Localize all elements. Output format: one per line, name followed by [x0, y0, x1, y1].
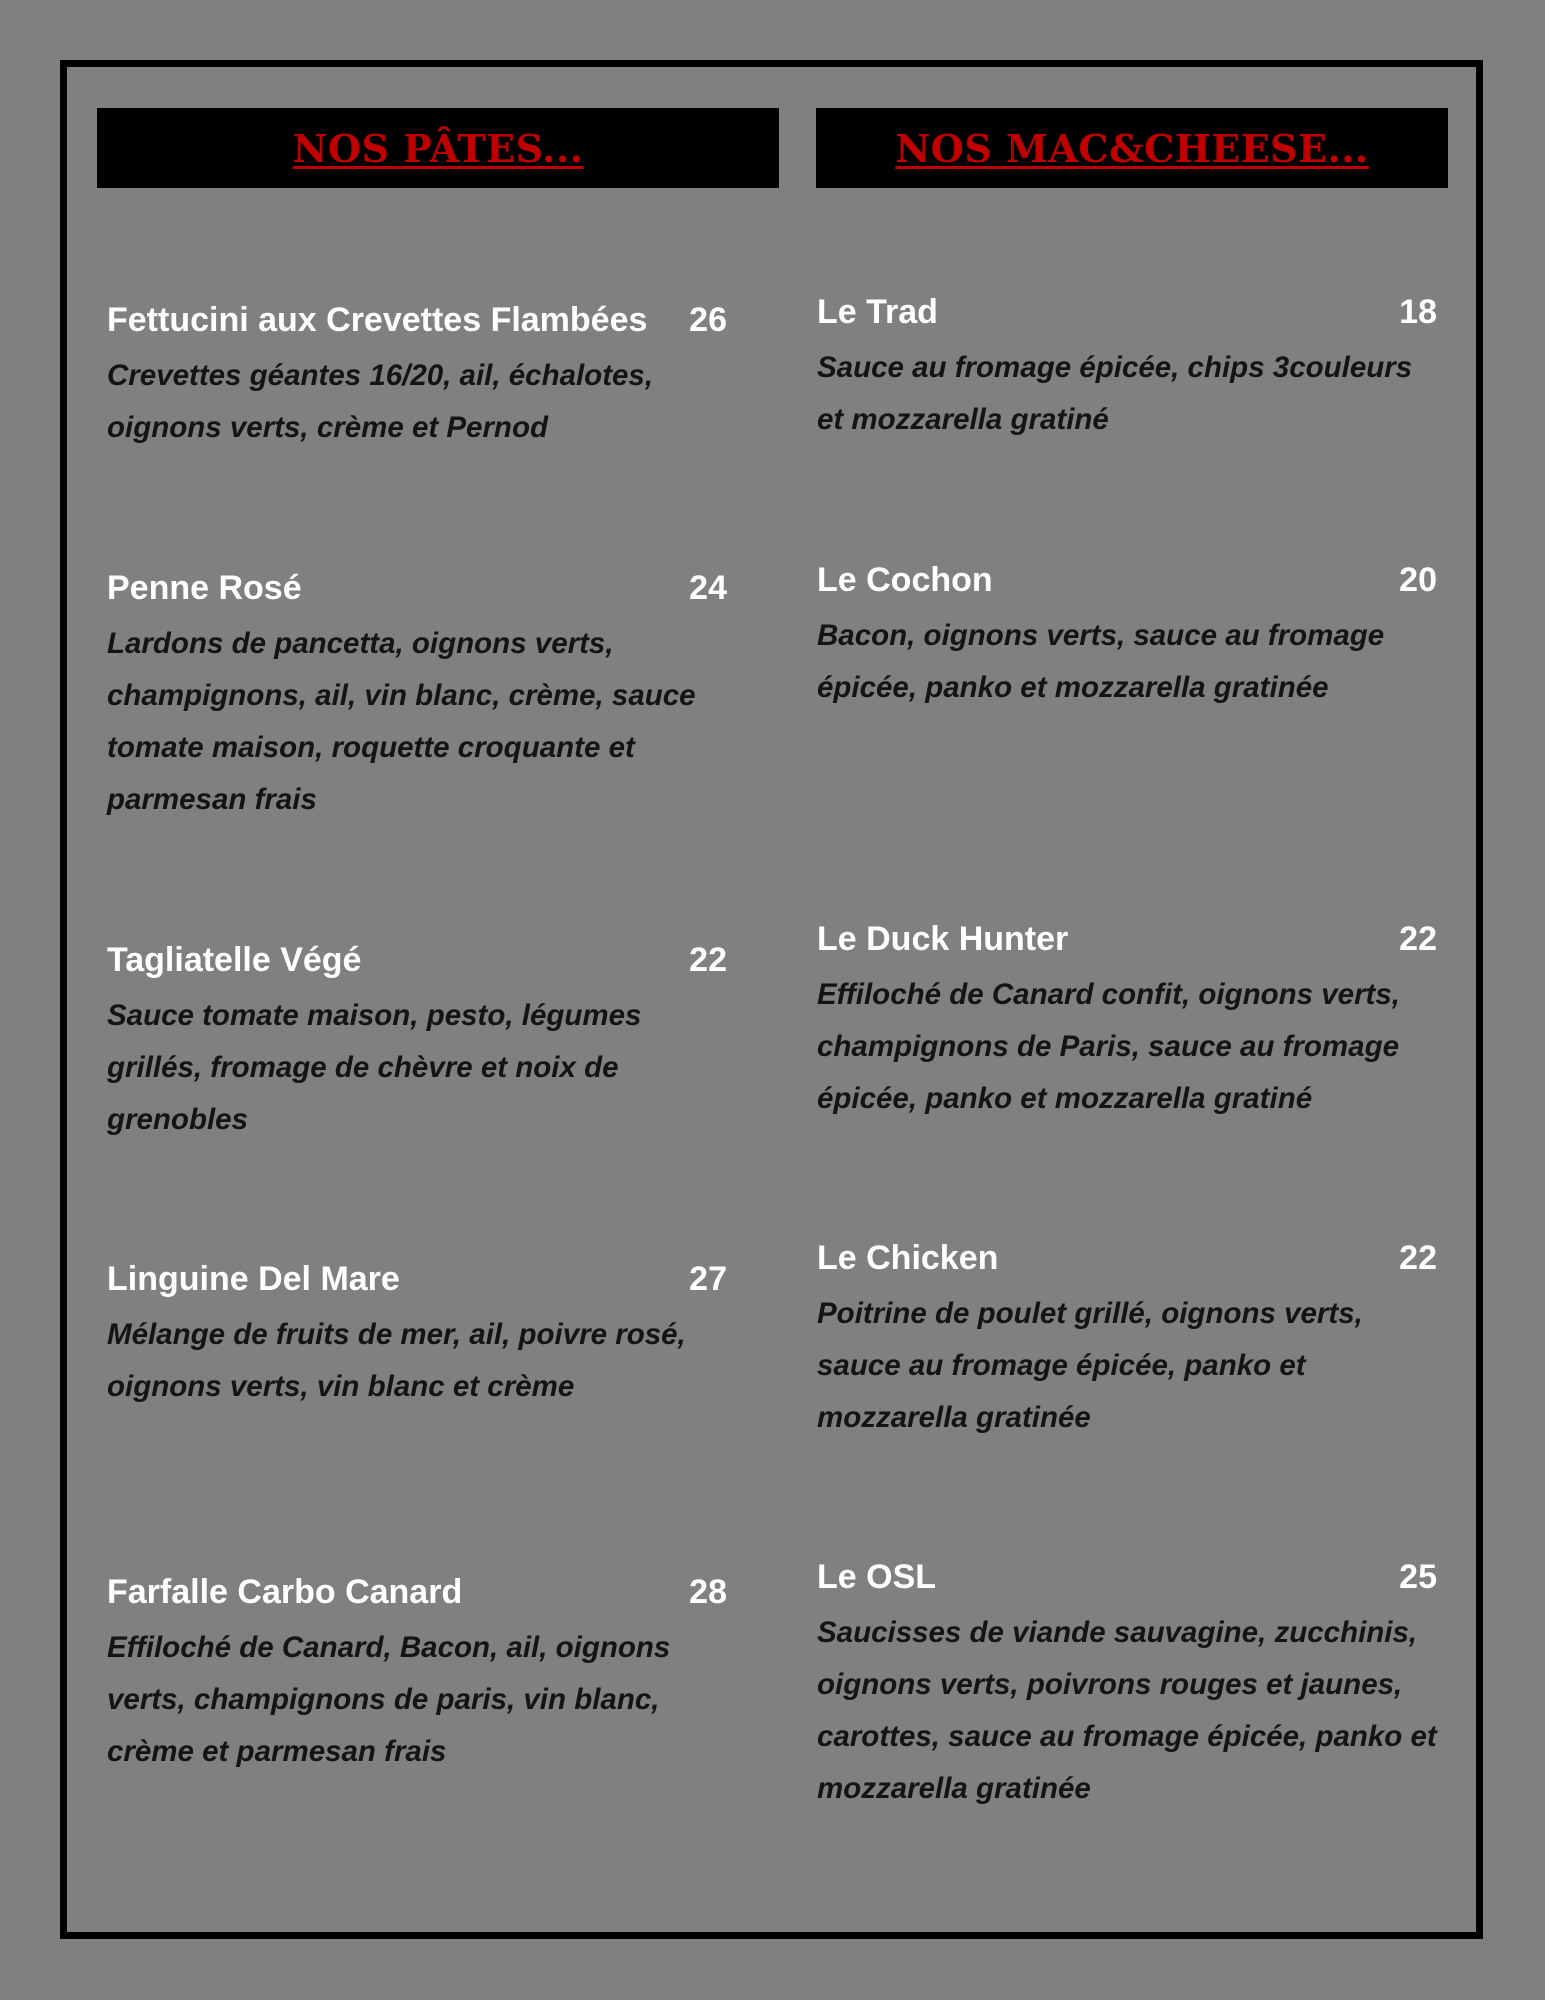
item-price: 22 [689, 941, 727, 979]
menu-item [107, 940, 727, 1146]
menu-item [817, 919, 1437, 1125]
item-price: 28 [689, 1573, 727, 1611]
menu-item [107, 568, 727, 826]
item-price: 22 [1399, 1239, 1437, 1277]
item-description: Crevettes géantes 16/20, ail, échalotes, oignons verts, crème et Pernod [107, 359, 654, 444]
item-name: Fettucini aux Crevettes Flambées [107, 301, 648, 339]
item-name: Le OSL [817, 1558, 937, 1596]
item-description: Bacon, oignons verts, sauce au fromage épicée, panko et mozzarella gratinée [817, 619, 1385, 704]
item-price: 20 [1399, 561, 1437, 599]
item-name: Le Cochon [817, 561, 993, 599]
item-description: Poitrine de poulet grillé, oignons verts, sauce au fromage épicée, panko et mozzarella gratinée [817, 1297, 1363, 1434]
item-price: 18 [1399, 293, 1437, 331]
item-name: Tagliatelle Végé [107, 941, 362, 979]
item-description: Lardons de pancetta, oignons verts, champignons, ail, vin blanc, crème, sauce tomate maison, roquette croquante et parmesan frais [107, 627, 696, 816]
item-name: Le Duck Hunter [817, 920, 1069, 958]
item-description: Saucisses de viande sauvagine, zucchinis, oignons verts, poivrons rouges et jaunes, carottes, sauce au fromage épicée, panko et mozzarella gratinée [817, 1616, 1437, 1805]
item-name: Le Trad [817, 293, 938, 331]
section-header-pastes [97, 108, 779, 188]
item-name: Penne Rosé [107, 569, 302, 607]
item-price: 26 [689, 301, 727, 339]
item-name: Le Chicken [817, 1239, 999, 1277]
item-description: Effiloché de Canard, Bacon, ail, oignons verts, champignons de paris, vin blanc, crème et parmesan frais [107, 1631, 671, 1768]
item-price: 24 [689, 569, 727, 607]
section-header-mac-cheese [816, 108, 1448, 188]
item-price: 27 [689, 1260, 727, 1298]
menu-item [107, 1572, 727, 1778]
item-price: 22 [1399, 920, 1437, 958]
menu-item [817, 1238, 1437, 1444]
section-title: NOS MAC&CHEESE... [895, 125, 1369, 171]
menu-item [107, 1259, 727, 1413]
item-price: 25 [1399, 1558, 1437, 1596]
menu-item [817, 560, 1437, 714]
item-description: Sauce au fromage épicée, chips 3couleurs et mozzarella gratiné [817, 351, 1413, 436]
item-description: Mélange de fruits de mer, ail, poivre rosé, oignons verts, vin blanc et crème [107, 1318, 686, 1403]
menu-item [107, 300, 727, 454]
item-description: Sauce tomate maison, pesto, légumes grillés, fromage de chèvre et noix de grenobles [107, 999, 642, 1136]
section-title: NOS PÂTES... [292, 125, 584, 171]
item-name: Linguine Del Mare [107, 1260, 400, 1298]
item-description: Effiloché de Canard confit, oignons verts, champignons de Paris, sauce au fromage épicée, panko et mozzarella gratiné [817, 978, 1400, 1115]
menu-item [817, 292, 1437, 446]
menu-item [817, 1557, 1437, 1815]
item-name: Farfalle Carbo Canard [107, 1573, 463, 1611]
